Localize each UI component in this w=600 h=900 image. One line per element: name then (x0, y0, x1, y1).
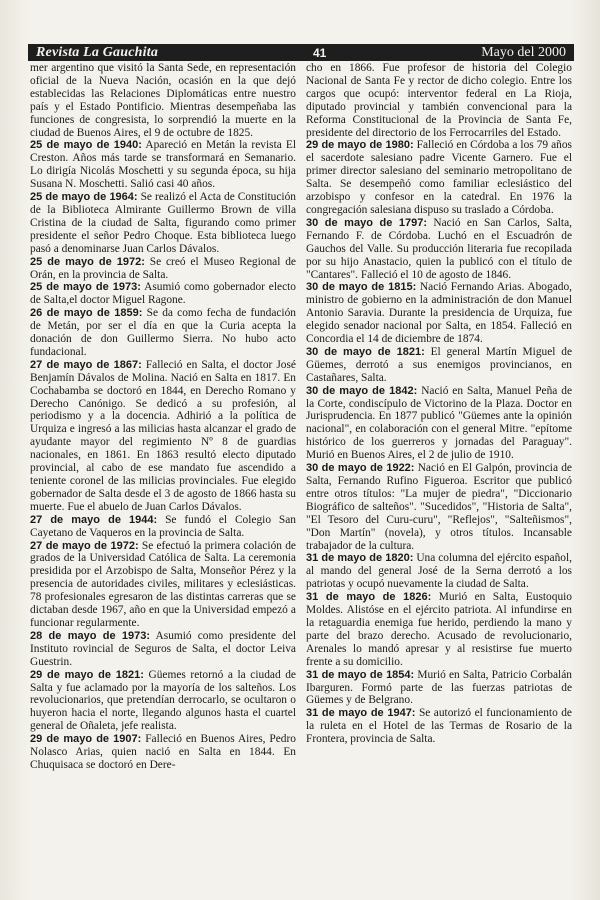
chronicle-entry (306, 385, 572, 462)
page-number: 41 (312, 45, 327, 60)
entry-date: 30 de mayo de 1821: (306, 345, 425, 358)
text-columns (30, 62, 572, 884)
entry-date: 27 de mayo de 1972: (30, 539, 139, 552)
entry-text: Se realizó el Acta de Constitución de la Biblioteca Almirante Guillermo Brown de villa Cristina de la ciudad de Salta, figurando como primer presidente el señor Pedro Choque. Esta biblioteca luego pasó a denominarse Juan Carlos Dávalos. (30, 191, 296, 255)
entry-text: Se da como fecha de fundación de Metán, por ser el día en que la Curia acepta la donación de don Guillermo Sierra. No hubo acto fundacional. (30, 307, 296, 358)
entry-date: 30 de mayo de 1815: (306, 281, 417, 294)
entry-text: Falleció en Córdoba a los 79 años el sacerdote salesiano padre Vicente Garnero. Fue el primer director salesiano del seminario metropolitano de Salta. Se desempeñó como familiar eclesiástico del arzobispo y confesor en la catedral. En 1976 la congregación salesiana dispuso su traslado a Córdoba. (306, 139, 572, 216)
chronicle-entry (306, 139, 572, 216)
chronicle-entry (30, 669, 296, 734)
entry-text: Asumió como presidente del Instituto rovincial de Seguros de Salta, el doctor Leiva Guestrin. (30, 629, 296, 668)
chronicle-entry (30, 540, 296, 630)
entry-date: 29 de mayo de 1907: (30, 733, 142, 746)
entry-text: Una columna del ejército español, al mando del general José de la Serna derrotó a los patriotas y ocupó nuevamente la ciudad de Salta. (306, 552, 572, 591)
entry-date: 26 de mayo de 1859: (30, 307, 143, 320)
chronicle-entry (306, 669, 572, 708)
entry-date: 30 de mayo de 1842: (306, 384, 418, 397)
entry-text: Falleció en Salta, el doctor José Benjamín Dávalos de Molina. Nació en Salta en 1817. En Cochabamba se doctoró en 1844, en Derecho Romano y Derecho Canónigo. Se dedicó a su profesión, al periodismo y a la docencia. Adhirió a la política de Urquiza e ingresó a las milicias hasta alcanzar el grado de ayudante mayor del regimiento Nº 8 de guardias nacionales, en 1861. En 1863 resultó electo diputado provincial, al cabo de ese mandato fue ascendido a teniente coronel de las milicias provinciales. Fue elegido gobernador de Salta desde el 3 de agosto de 1866 hasta su muerte. Fue el abuelo de Juan Carlos Dávalos. (30, 358, 296, 513)
left-column (30, 62, 296, 884)
right-continuation-text: cho en 1866. Fue profesor de historia del Colegio Nacional de Santa Fe y rector de dicho colegio. Entre los cargos que ocupó: interventor federal en La Rioja, diputado provincial y también convencional para la Reforma Constitucional de la Provincia de Santa Fe, presidente del directorio de los Ferrocarriles del Estado. (306, 62, 572, 139)
chronicle-entry (306, 346, 572, 385)
issue-date: Mayo del 2000 (481, 44, 566, 60)
chronicle-entry (30, 256, 296, 282)
entry-text: Güemes retornó a la ciudad de Salta y fue aclamado por la mayoría de los salteños. Los revolucionarios, que pretendían derrocarlo, se ocultaron o huyeron hacia el norte, llegando algunos hasta el cuartel general de Oñaleta, jefe realista. (30, 668, 296, 733)
entry-text: Nació Fernando Arias. Abogado, ministro de gobierno en la administración de don Manuel Antonio Saravia. Durante la presidencia de Urquiza, fue elegido senador nacional por Salta, en 1854. Falleció en Concordia el 14 de diciembre de 1874. (306, 281, 572, 346)
entry-text: Se autorizó el funcionamiento de la ruleta en el Hotel de las Termas de Rosario de la Frontera, provincia de Salta. (306, 707, 572, 746)
chronicle-entry (30, 359, 296, 514)
chronicle-entry (30, 514, 296, 540)
entry-date: 25 de mayo de 1973: (30, 281, 141, 294)
chronicle-entry (30, 307, 296, 359)
chronicle-entry (30, 191, 296, 256)
entry-text: Se creó el Museo Regional de Orán, en la provincia de Salta. (30, 255, 296, 281)
entry-date: 27 de mayo de 1867: (30, 358, 142, 371)
entry-date: 31 de mayo de 1826: (306, 591, 432, 604)
chronicle-entry (30, 139, 296, 191)
entry-date: 25 de mayo de 1940: (30, 139, 142, 152)
entry-date: 31 de mayo de 1947: (306, 707, 416, 720)
entry-text: Falleció en Buenos Aires, Pedro Nolasco Arias, quien nació en Salta en 1844. En Chuquisaca se doctoró en Dere- (30, 733, 296, 771)
entry-date: 28 de mayo de 1973: (30, 629, 151, 642)
entry-date: 30 de mayo de 1922: (306, 462, 415, 475)
entry-text: Se fundó el Colegio San Cayetano de Vaqueros en la provincia de Salta. (30, 513, 296, 539)
page-header (28, 44, 574, 61)
entry-date: 31 de mayo de 1820: (306, 552, 414, 565)
chronicle-entry (306, 552, 572, 591)
entry-text: Nació en Salta, Manuel Peña de la Corte, condiscípulo de Victorino de la Plaza. Doctor en Jurisprudencia. En 1877 publicó "Güemes ante la opinión nacional", en colaboración con el general Mitre. "epítome histórico de los guerreros y jornadas del Paraguay". Murió en Buenos Aires, el 2 de julio de 1910. (306, 384, 572, 462)
chronicle-entry (30, 630, 296, 669)
chronicle-entry (306, 281, 572, 346)
entry-date: 29 de mayo de 1980: (306, 139, 414, 152)
entry-text: Murió en Salta, Patricio Corbalán Ibarguren. Formó parte de las fuerzas patriotas de Güemes y de Belgrano. (306, 668, 572, 707)
chronicle-entry (30, 281, 296, 307)
entry-date: 30 de mayo de 1797: (306, 216, 427, 229)
entry-date: 25 de mayo de 1964: (30, 191, 138, 204)
chronicle-entry (306, 462, 572, 552)
magazine-title: Revista La Gauchita (36, 44, 159, 60)
entry-text: Murió en Salta, Eustoquio Moldes. Alistóse en el ejército patriota. Al infundirse en la retaguardia enemiga fue herido, perdiendo la mano y parte del brazo derecho. Acusado de revolucionario, Arenales lo mandó apresar y al resistirse fue muerto frente a su domicilio. (306, 591, 572, 668)
chronicle-entry (306, 707, 572, 746)
chronicle-entry (306, 217, 572, 282)
right-column (306, 62, 572, 884)
entry-text: Asumió como gobernador electo de Salta,el doctor Miguel Ragone. (30, 281, 296, 307)
chronicle-entry (30, 733, 296, 772)
entry-text: Apareció en Metán la revista El Creston. Años más tarde se transformará en Semanario. Lo dirigía Nicolás Moschetti y su segunda época, su hija Susana N. Moschetti. Salió casi 40 años. (30, 139, 296, 191)
entry-text: El general Martín Miguel de Güemes, derrotó a sus enemigos provincianos, en Castañares, Salta. (306, 345, 572, 384)
entry-text: Se efectuó la primera colación de grados de la Universidad Católica de Salta. La ceremonia presidida por el Arzobispo de Salta, Monseñor Pérez y la presencia de autoridades civiles, militares y eclesiásticas. 78 profesionales egresaron de las distintas carreras que se dictaban desde 1967, año en que la Universidad empezó a funcionar regularmente. (30, 539, 296, 629)
entry-date: 31 de mayo de 1854: (306, 668, 415, 681)
entry-date: 25 de mayo de 1972: (30, 255, 145, 268)
entry-text: Nació en San Carlos, Salta, Fernando F. de Córdoba. Luchó en el Escuadrón de Gauchos del Valle. Su producción literaria fue recopilada por su hijo Anastacio, quien la publicó con el título de "Cantares". Falleció el 10 de agosto de 1846. (306, 216, 572, 281)
chronicle-entry (306, 591, 572, 668)
entry-date: 29 de mayo de 1821: (30, 668, 144, 681)
entry-text: Nació en El Galpón, provincia de Salta, Fernando Rufino Figueroa. Escritor que publicó entre otros títulos: "La mujer de piedra", "Diccionario Biográfico de salteños". "Sucedidos", "Historia de Salta", "El Tesoro del Curu-curu", "Reflejos", "Salteñismos", "Don Martín" (novela), y otros títulos. Incansable trabajador de la cultura. (306, 462, 572, 552)
entry-date: 27 de mayo de 1944: (30, 513, 158, 526)
left-continuation-text: mer argentino que visitó la Santa Sede, en representación oficial de la Nueva Nación, ocasión en la que dejó establecidas las Relaciones Diplomáticas entre nuestro país y el Estado Pontificio. Mientras desempeñaba las funciones de congresista, lo sorprendió la muerte en la ciudad de Buenos Aires, el 9 de octubre de 1825. (30, 62, 296, 139)
